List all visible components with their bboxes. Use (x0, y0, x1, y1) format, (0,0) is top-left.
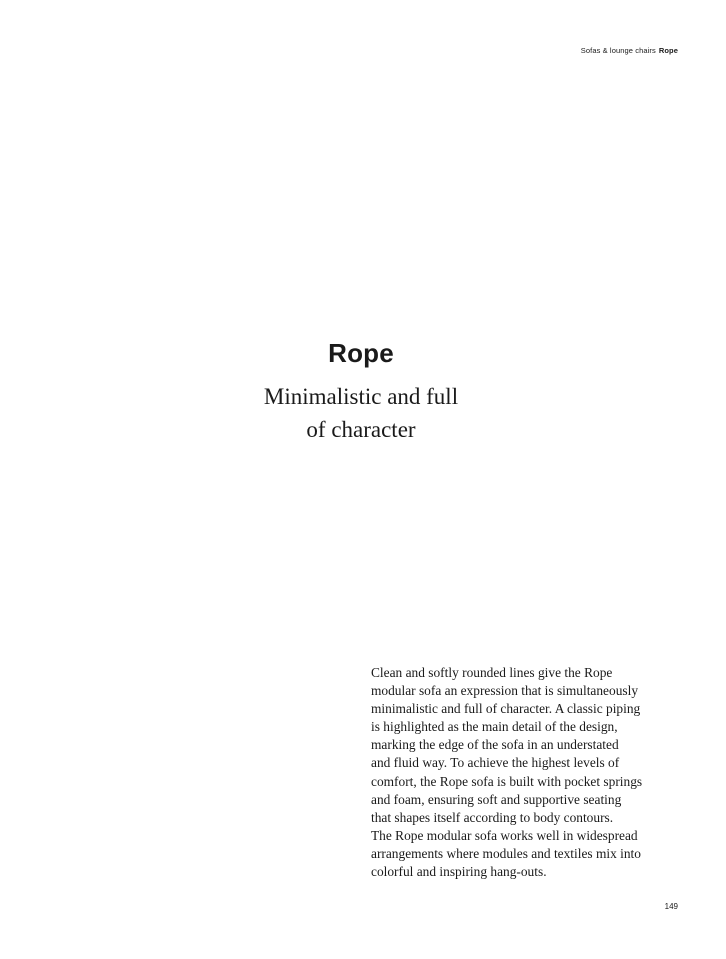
body-line: and fluid way. To achieve the highest levels of (371, 755, 620, 771)
body-line: modular sofa an expression that is simultaneously (371, 683, 639, 699)
page-title: Rope (328, 338, 394, 368)
body-paragraph (371, 664, 661, 881)
subtitle-line: of character (306, 417, 416, 442)
page-number: 149 (664, 902, 678, 911)
running-header (581, 46, 678, 55)
title-block (0, 336, 722, 446)
body-line: minimalistic and full of character. A classic piping (371, 701, 641, 717)
body-line: The Rope modular sofa works well in widespread (371, 827, 638, 843)
body-line: is highlighted as the main detail of the design, (371, 719, 618, 735)
body-line: that shapes itself according to body contours. (371, 809, 614, 825)
page-subtitle (0, 380, 722, 446)
header-section: Sofas & lounge chairs (580, 46, 656, 55)
body-line: Clean and softly rounded lines give the Rope (371, 665, 613, 680)
subtitle-line: Minimalistic and full (263, 384, 459, 409)
body-line: colorful and inspiring hang-outs. (371, 864, 547, 880)
body-line: marking the edge of the sofa in an understated (371, 737, 619, 753)
body-line: and foam, ensuring soft and supportive seating (371, 791, 622, 807)
body-line: arrangements where modules and textiles mix into (371, 845, 641, 861)
header-product: Rope (658, 46, 678, 55)
body-line: comfort, the Rope sofa is built with pocket springs (371, 773, 643, 789)
